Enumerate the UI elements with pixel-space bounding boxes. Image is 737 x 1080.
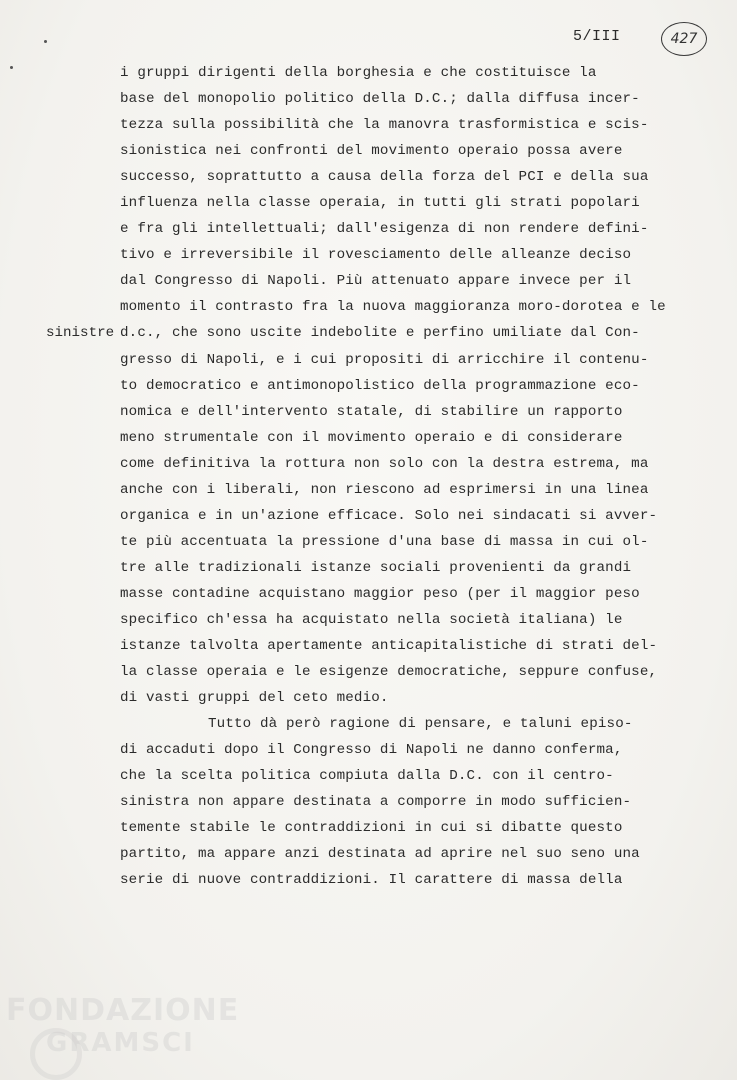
watermark-line-2: GRAMSCI: [46, 1028, 195, 1058]
margin-note: sinistre: [46, 325, 115, 341]
text-line: che la scelta politica compiuta dalla D.C. con il centro-: [120, 768, 614, 785]
typed-text-body: [120, 60, 700, 894]
text-line: tre alle tradizionali istanze sociali provenienti da grandi: [120, 559, 632, 576]
text-line: istanze talvolta apertamente anticapitalistiche di strati del-: [120, 638, 658, 655]
text-line: successo, soprattutto a causa della forza del PCI e della sua: [120, 169, 649, 186]
page-number: 5/III: [573, 28, 621, 45]
text-line: te più accentuata la pressione d'una base di massa in cui ol-: [120, 533, 649, 550]
text-line: tivo e irreversibile il rovesciamento delle alleanze deciso: [120, 247, 632, 264]
text-line: organica e in un'azione efficace. Solo nei sindacati si avver-: [120, 507, 658, 524]
text-line: e fra gli intellettuali; dall'esigenza di non rendere defini-: [120, 221, 649, 238]
text-line: base del monopolio politico della D.C.; dalla diffusa incer-: [120, 91, 640, 108]
text-line: momento il contrasto fra la nuova maggioranza moro-dorotea e le: [120, 299, 666, 316]
text-line: temente stabile le contraddizioni in cui si dibatte questo: [120, 820, 623, 837]
text-line: i gruppi dirigenti della borghesia e che costituisce la: [120, 65, 597, 81]
text-line: influenza nella classe operaia, in tutti gli strati popolari: [120, 195, 640, 212]
text-line: serie di nuove contraddizioni. Il carattere di massa della: [120, 872, 623, 889]
scan-speck: [10, 66, 13, 69]
archive-stamp: 427: [661, 22, 707, 56]
text-line: gresso di Napoli, e i cui propositi di arricchire il contenu-: [120, 351, 649, 368]
text-line: to democratico e antimonopolistico della programmazione eco-: [120, 377, 640, 394]
text-line: come definitiva la rottura non solo con la destra estrema, ma: [120, 455, 649, 472]
text-line: d.c., che sono uscite indebolite e perfino umiliate dal Con-: [120, 325, 640, 342]
text-line: anche con i liberali, non riescono ad esprimersi in una linea: [120, 481, 649, 498]
text-line: specifico ch'essa ha acquistato nella società italiana) le: [120, 611, 623, 628]
text-line: meno strumentale con il movimento operaio e di considerare: [120, 429, 623, 446]
text-line: partito, ma appare anzi destinata ad aprire nel suo seno una: [120, 846, 640, 863]
text-line: di accaduti dopo il Congresso di Napoli ne danno conferma,: [120, 742, 623, 759]
text-line: Tutto dà però ragione di pensare, e taluni episo-: [208, 716, 633, 733]
text-line: tezza sulla possibilità che la manovra trasformistica e scis-: [120, 117, 649, 134]
text-line: sinistra non appare destinata a comporre in modo sufficien-: [120, 794, 632, 811]
text-line: dal Congresso di Napoli. Più attenuato appare invece per il: [120, 273, 632, 290]
scan-speck: [44, 40, 47, 43]
text-line: sionistica nei confronti del movimento operaio possa avere: [120, 143, 623, 160]
watermark-line-1: FONDAZIONE: [6, 993, 240, 1028]
text-line: la classe operaia e le esigenze democratiche, seppure confuse,: [120, 664, 658, 681]
text-line: di vasti gruppi del ceto medio.: [120, 690, 389, 707]
text-line: masse contadine acquistano maggior peso (per il maggior peso: [120, 585, 640, 602]
watermark: [6, 993, 240, 1058]
text-line: nomica e dell'intervento statale, di stabilire un rapporto: [120, 403, 623, 420]
